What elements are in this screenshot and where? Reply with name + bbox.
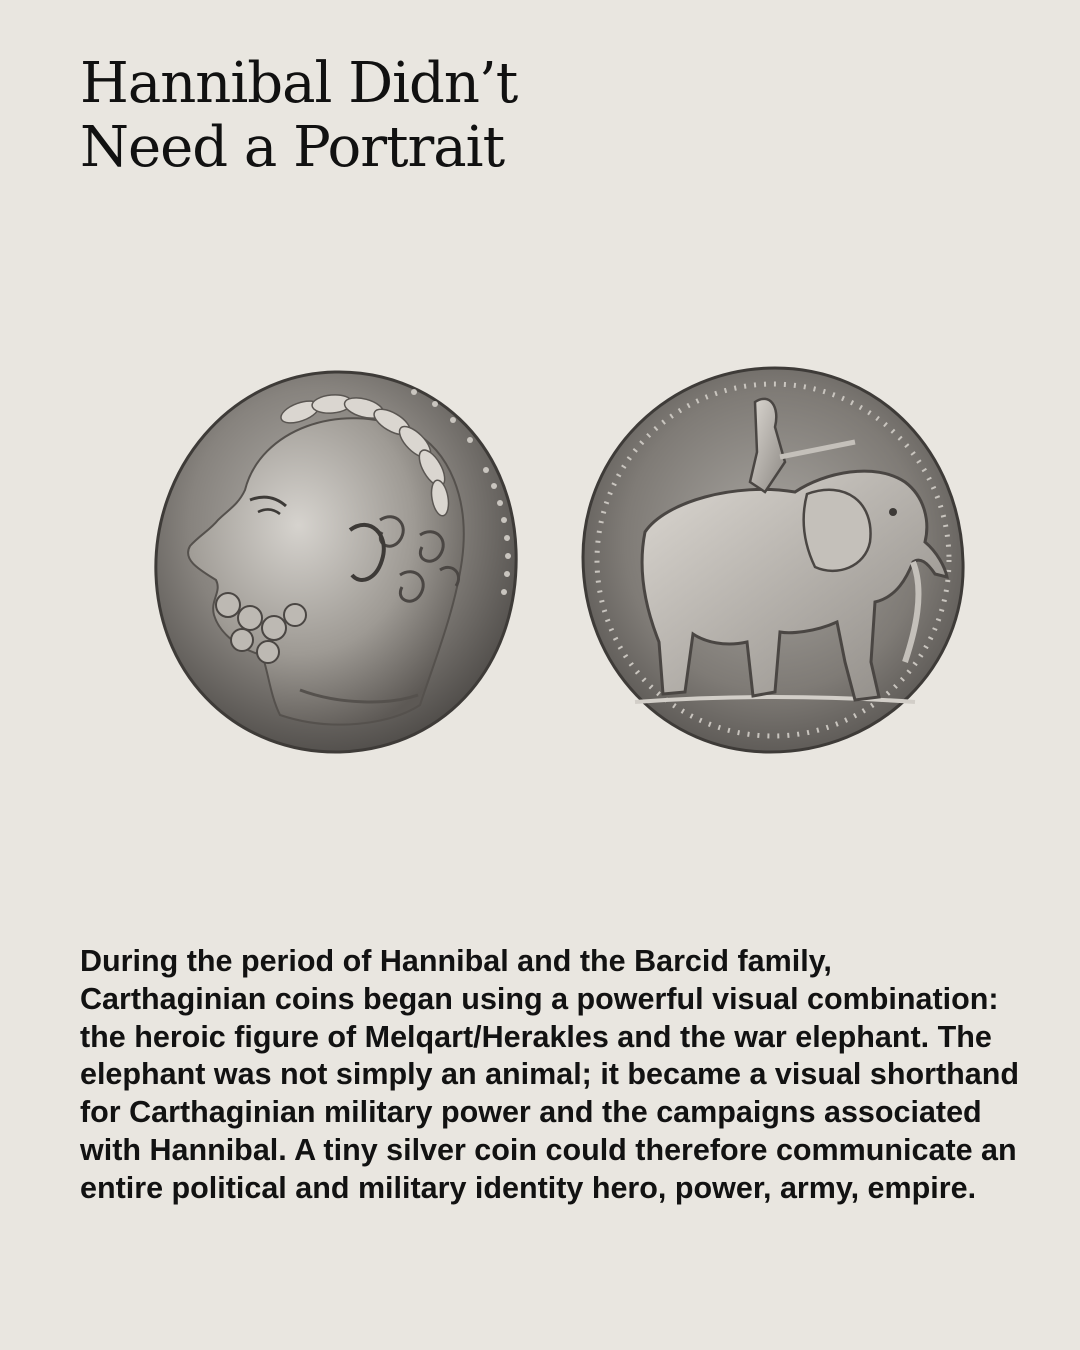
description-paragraph: During the period of Hannibal and the Barcid family, Carthaginian coins began using a powerful visual combination: the heroic figure of Melqart/Herakles and the war elephant. The elephant was not simply an animal; it became a visual shorthand for Carthaginian military power and the campaigns associated with Hannibal. A tiny silver coin could therefore communicate an entire political and military identity hero, power, army, empire. xyxy=(80,944,1019,1205)
coin-head-melqart-icon xyxy=(150,360,520,755)
coin-reverse-image xyxy=(575,362,970,757)
page-title xyxy=(80,52,780,180)
title-line-1: Hannibal Didn’t xyxy=(80,51,518,116)
coin-war-elephant-icon xyxy=(575,362,970,757)
title-line-2: Need a Portrait xyxy=(80,115,505,180)
coin-images xyxy=(0,350,1080,770)
coin-obverse-image xyxy=(150,360,520,755)
